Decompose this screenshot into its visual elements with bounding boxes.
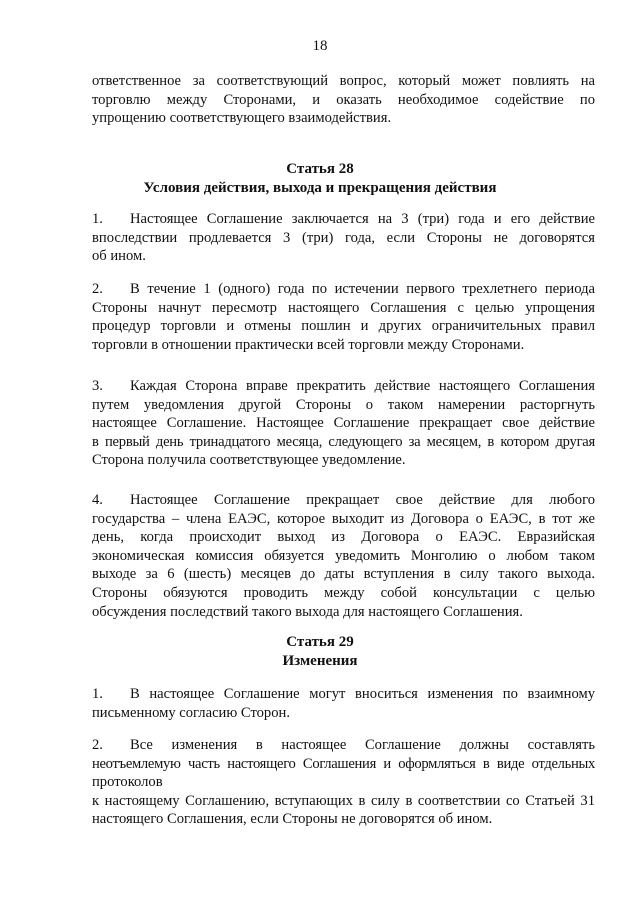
text-line: Стороны начнут пересмотр настоящего Соглашения с целью упрощения <box>92 299 595 316</box>
article-28-clause-4 <box>92 491 595 621</box>
article-28-subtitle: Условия действия, выхода и прекращения действия <box>143 180 497 196</box>
article-29-clause-2 <box>92 736 595 829</box>
text-line: 1. Настоящее Соглашение заключается на 3 (три) года и его действие <box>92 211 595 227</box>
clause-number: 3. <box>92 378 103 394</box>
text-line: государства – члена ЕАЭС, которое выходит из Договора о ЕАЭС, в тот же <box>92 510 595 527</box>
clause-number: 2. <box>92 737 103 753</box>
text-line: процедур торговли и отмены пошлин и других ограничительных правил <box>92 318 595 335</box>
text-line: 2. Все изменения в настоящее Соглашение должны составлять <box>92 737 595 753</box>
text-line: 3. Каждая Сторона вправе прекратить действие настоящего Соглашения <box>92 378 595 394</box>
article-28-clause-1 <box>92 210 595 266</box>
text-line: день, когда происходит выход из Договора о ЕАЭС. Евразийская <box>92 529 595 546</box>
text-line: экономическая комиссия обязуется уведомить Монголию о любом таком <box>92 547 595 564</box>
text-line: к настоящему Соглашению, вступающих в силу в соответствии со Статьей 31 <box>92 792 595 809</box>
clause-number: 1. <box>92 686 103 702</box>
text-line: Стороны обязуются проводить между собой консультации с целью <box>92 584 595 601</box>
article-29-title: Статья 29 <box>286 634 354 650</box>
text-line: 4. Настоящее Соглашение прекращает свое действие для любого <box>92 492 595 508</box>
text-line: путем уведомления другой Стороны о таком намерении расторгнуть <box>92 396 595 413</box>
text-line: ответственное за соответствующий вопрос, который может повлиять на <box>92 73 595 89</box>
text-line: протоколов <box>92 774 163 791</box>
text-line: 2. В течение 1 (одного) года по истечении первого трехлетнего периода <box>92 281 595 297</box>
text-line: выходе за 6 (шесть) месяцев до даты вступления в силу такого выхода. <box>92 566 595 583</box>
text-line: неотъемлемую часть настоящего Соглашения и оформляться в виде отдельных <box>92 755 595 772</box>
text-line: письменному согласию Сторон. <box>92 704 290 721</box>
page-number: 18 <box>312 38 328 54</box>
text-line: в первый день тринадцатого месяца, следующего за месяцем, в котором другая <box>92 433 595 450</box>
intro-paragraph <box>92 72 595 128</box>
text-line: Сторона получила соответствующее уведомление. <box>92 452 406 469</box>
article-28-clause-3 <box>92 377 595 470</box>
clause-number: 2. <box>92 281 103 297</box>
text-line: настоящее Соглашение. Настоящее Соглашение прекращает свое действие <box>92 415 595 432</box>
article-28-clause-2 <box>92 280 595 354</box>
clause-number: 1. <box>92 211 103 227</box>
text-line: торговлю между Сторонами, и оказать необходимое содействие по <box>92 91 595 108</box>
text-line: упрощению соответствующего взаимодействия. <box>92 110 392 127</box>
clause-number: 4. <box>92 492 103 508</box>
text-line: настоящего Соглашения, если Стороны не договорятся об ином. <box>92 811 493 828</box>
article-29-subtitle: Изменения <box>282 653 358 669</box>
text-line: торговли в отношении практически всей торговли между Сторонами. <box>92 336 525 353</box>
text-line: впоследствии продлевается 3 (три) года, если Стороны не договорятся <box>92 229 595 246</box>
text-line: об ином. <box>92 248 146 265</box>
text-line: 1. В настоящее Соглашение могут вноситься изменения по взаимному <box>92 686 595 702</box>
article-28-title: Статья 28 <box>286 161 354 177</box>
text-line: обсуждения последствий такого выхода для настоящего Соглашения. <box>92 603 523 620</box>
article-29-clause-1 <box>92 685 595 722</box>
